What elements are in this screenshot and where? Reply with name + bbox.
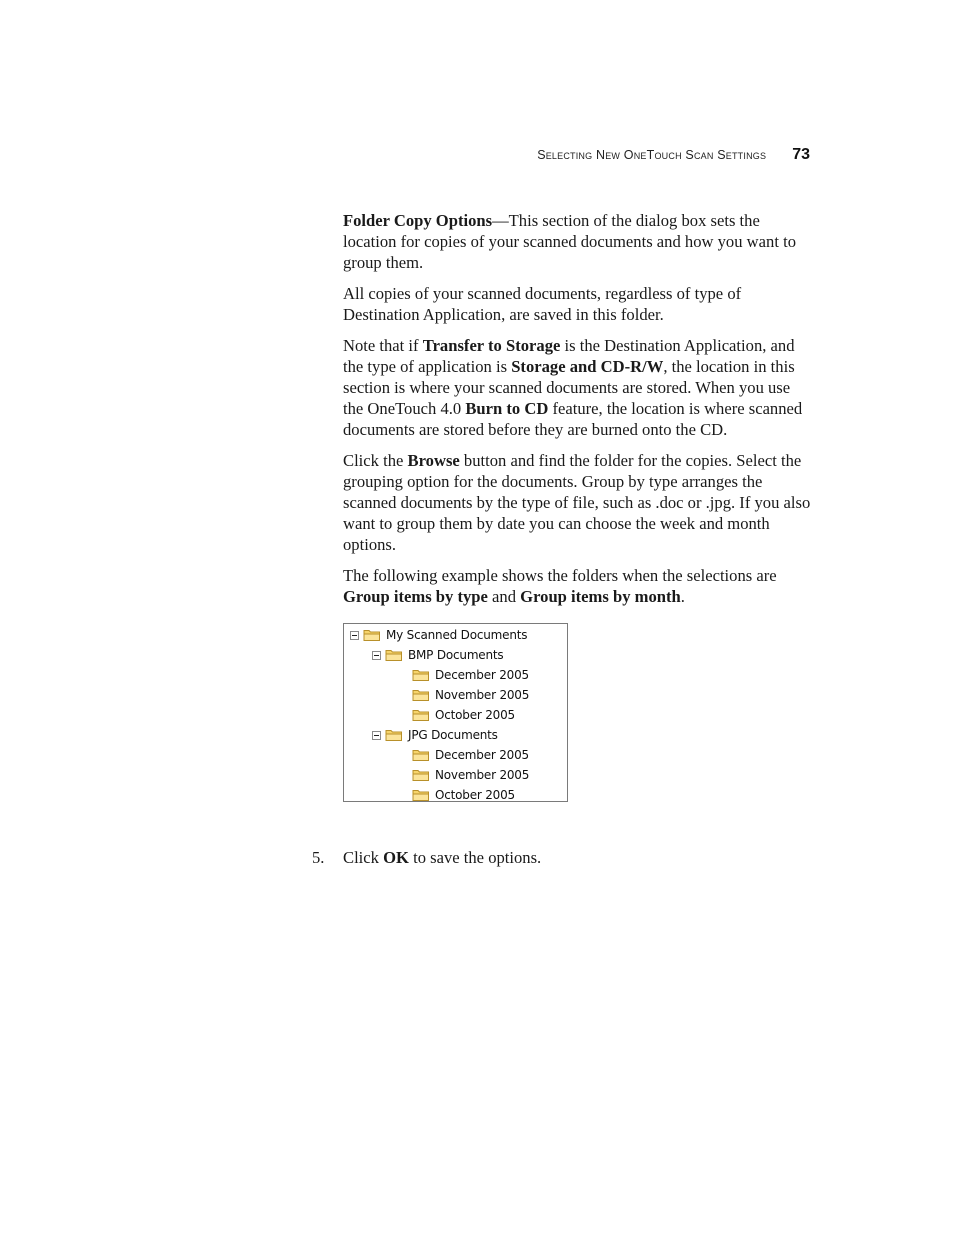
tree-item-label: November 2005 bbox=[435, 767, 530, 782]
paragraph bbox=[343, 335, 811, 440]
folder-icon bbox=[363, 628, 381, 642]
text-run: The following example shows the folders when the selections are bbox=[343, 566, 777, 585]
main-content bbox=[343, 210, 811, 802]
step-text bbox=[343, 847, 541, 868]
folder-tree-view bbox=[343, 623, 568, 802]
bold-term: Group items by type bbox=[343, 587, 488, 606]
collapse-minus-icon[interactable] bbox=[372, 731, 381, 740]
text-run: Click bbox=[343, 848, 384, 867]
page-header bbox=[440, 146, 810, 164]
tree-item[interactable] bbox=[344, 625, 567, 645]
text-run: . bbox=[680, 587, 685, 606]
folder-icon bbox=[412, 668, 430, 682]
bold-term: Burn to CD bbox=[465, 399, 549, 418]
text-run: is the Destination Application, and the type of application is bbox=[343, 336, 795, 376]
folder-icon bbox=[385, 728, 403, 742]
folder-icon bbox=[412, 708, 430, 722]
bold-term: Browse bbox=[407, 451, 460, 470]
folder-icon bbox=[385, 648, 403, 662]
text-run: Note that if bbox=[343, 336, 423, 355]
tree-item[interactable] bbox=[344, 785, 567, 805]
bold-term: Group items by month bbox=[520, 587, 681, 606]
tree-item-label: October 2005 bbox=[435, 707, 515, 722]
text-run: to save the options. bbox=[408, 848, 542, 867]
text-run: , the location in this section is where your scanned documents are stored. When you use the OneTouch 4.0 bbox=[343, 357, 795, 418]
collapse-minus-icon[interactable] bbox=[350, 631, 359, 640]
text-run: —This section of the dialog box sets the location for copies of your scanned documents and how you want to group them. bbox=[343, 211, 796, 272]
running-header-title: Selecting New OneTouch Scan Settings bbox=[537, 148, 767, 162]
tree-item-label: December 2005 bbox=[435, 667, 529, 682]
page-number: 73 bbox=[792, 146, 810, 163]
text-run: Click the bbox=[343, 451, 408, 470]
tree-item-label: JPG Documents bbox=[408, 727, 498, 742]
bold-term: Transfer to Storage bbox=[422, 336, 561, 355]
folder-icon bbox=[412, 768, 430, 782]
text-run: All copies of your scanned documents, regardless of type of Destination Application, are saved in this folder. bbox=[343, 284, 742, 324]
folder-icon bbox=[412, 688, 430, 702]
tree-item[interactable] bbox=[344, 665, 567, 685]
tree-item-label: October 2005 bbox=[435, 787, 515, 802]
folder-icon bbox=[412, 788, 430, 802]
tree-item[interactable] bbox=[344, 685, 567, 705]
collapse-minus-icon[interactable] bbox=[372, 651, 381, 660]
bold-term: Folder Copy Options bbox=[343, 211, 493, 230]
paragraph bbox=[343, 450, 811, 555]
text-run: button and find the folder for the copies. Select the grouping option for the documents. Group by type arranges the scanned documents by the type of file, such as .doc or .jpg. If you also want to group them by date you can choose the week and month options. bbox=[343, 451, 811, 554]
tree-item-label: December 2005 bbox=[435, 747, 529, 762]
bold-term: OK bbox=[383, 848, 409, 867]
folder-icon bbox=[412, 748, 430, 762]
step-number: 5. bbox=[312, 848, 325, 867]
tree-item[interactable] bbox=[344, 725, 567, 745]
tree-item[interactable] bbox=[344, 765, 567, 785]
paragraph bbox=[343, 283, 811, 325]
text-run: and bbox=[487, 587, 521, 606]
tree-item[interactable] bbox=[344, 645, 567, 665]
tree-item-label: My Scanned Documents bbox=[386, 627, 528, 642]
tree-item-label: BMP Documents bbox=[408, 647, 504, 662]
tree-item[interactable] bbox=[344, 705, 567, 725]
paragraph bbox=[343, 565, 811, 607]
tree-item-label: November 2005 bbox=[435, 687, 530, 702]
body-paragraphs bbox=[343, 210, 811, 607]
step-5 bbox=[312, 847, 541, 868]
tree-item[interactable] bbox=[344, 745, 567, 765]
paragraph bbox=[343, 210, 811, 273]
text-run: feature, the location is where scanned documents are stored before they are burned onto the CD. bbox=[343, 399, 803, 439]
bold-term: Storage and CD-R/W bbox=[511, 357, 664, 376]
